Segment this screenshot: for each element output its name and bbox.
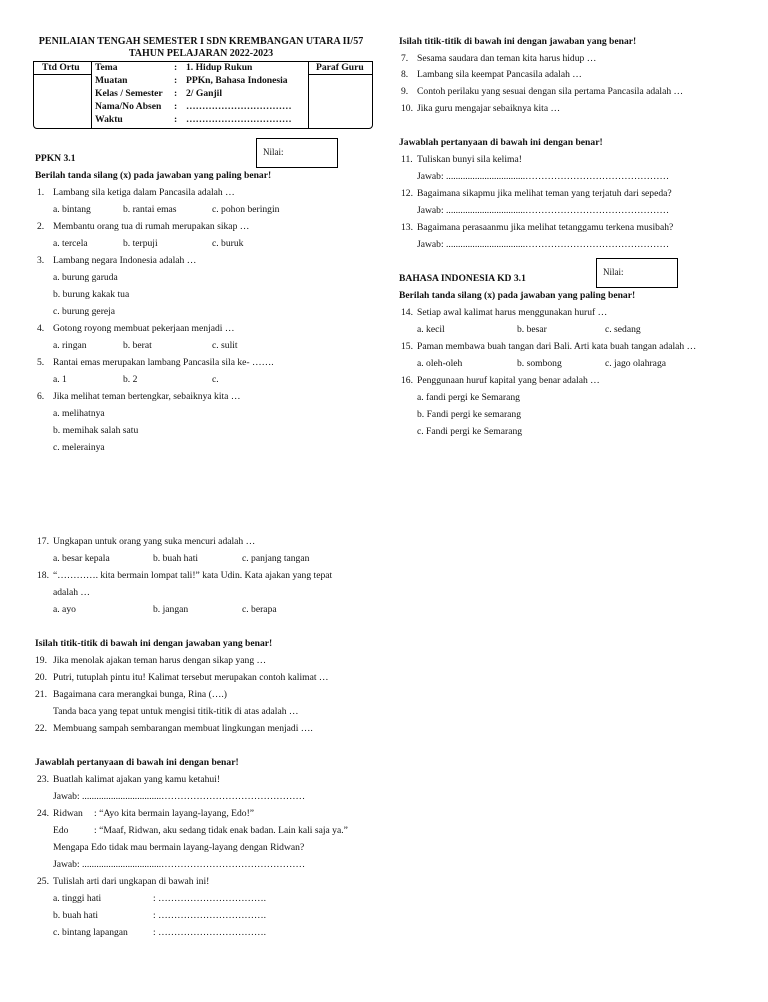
question-text: Tuliskan bunyi sila kelima! bbox=[417, 154, 522, 165]
option-b[interactable]: b. burung kakak tua bbox=[53, 289, 130, 300]
question-text: Putri, tutuplah pintu itu! Kalimat tersebut merupakan contoh kalimat … bbox=[53, 672, 329, 683]
option-c[interactable]: c. jago olahraga bbox=[605, 358, 666, 369]
question-text: Bagaimana cara merangkai bunga, Rina (….) bbox=[53, 689, 227, 700]
option-c[interactable]: c. sedang bbox=[605, 324, 641, 335]
nilai-label: Nilai: bbox=[603, 267, 624, 277]
ttd-ortu-label: Ttd Ortu bbox=[42, 62, 80, 73]
section-heading: PPKN 3.1 bbox=[35, 153, 76, 164]
question-number: 21. bbox=[35, 689, 47, 700]
option-b[interactable]: b. rantai emas bbox=[123, 204, 177, 215]
question-number: 9. bbox=[401, 86, 409, 97]
option-b[interactable]: b. terpuji bbox=[123, 238, 158, 249]
question-number: 23. bbox=[37, 774, 49, 785]
question-text: Ungkapan untuk orang yang suka mencuri adalah … bbox=[53, 536, 256, 547]
section-instruction: Isilah titik-titik di bawah ini dengan jawaban yang benar! bbox=[399, 36, 637, 47]
question-text: adalah … bbox=[53, 587, 91, 598]
option-a[interactable]: a. 1 bbox=[53, 374, 67, 385]
question-number: 2. bbox=[37, 221, 45, 232]
question-text: Jika guru mengajar sebaiknya kita … bbox=[417, 103, 561, 114]
page-subtitle: TAHUN PELAJARAN 2022-2023 bbox=[128, 48, 274, 59]
option-b[interactable]: b. Fandi pergi ke semarang bbox=[417, 409, 521, 420]
option-a[interactable]: a. ringan bbox=[53, 340, 87, 351]
question-text: Jika melihat teman bertengkar, sebaiknya kita … bbox=[53, 391, 241, 402]
question-number: 4. bbox=[37, 323, 45, 334]
question-number: 17. bbox=[37, 536, 49, 547]
table-divider bbox=[308, 74, 372, 75]
option-a[interactable]: a. burung garuda bbox=[53, 272, 118, 283]
question-number: 16. bbox=[401, 375, 413, 386]
option-a[interactable]: a. kecil bbox=[417, 324, 445, 335]
question-text: Rantai emas merupakan lambang Pancasila sila ke- ……. bbox=[53, 357, 274, 368]
field-label: Nama/No Absen bbox=[95, 101, 162, 112]
question-number: 25. bbox=[37, 876, 49, 887]
question-number: 1. bbox=[37, 187, 45, 198]
table-divider bbox=[34, 74, 91, 75]
question-number: 3. bbox=[37, 255, 45, 266]
option-b[interactable]: b. besar bbox=[517, 324, 547, 335]
answer-line[interactable]: Jawab: .................................……………………………………… bbox=[53, 791, 306, 802]
field-sep: : bbox=[174, 88, 178, 99]
section-instruction: Jawablah pertanyaan di bawah ini dengan benar! bbox=[35, 757, 239, 768]
field-sep: : bbox=[174, 75, 178, 86]
option-c[interactable]: c. buruk bbox=[212, 238, 244, 249]
question-number: 8. bbox=[401, 69, 409, 80]
page-title: PENILAIAN TENGAH SEMESTER I SDN KREMBANGAN UTARA II/57 bbox=[38, 36, 364, 47]
section-instruction: Berilah tanda silang (x) pada jawaban yang paling benar! bbox=[35, 170, 272, 181]
question-text: Setiap awal kalimat harus menggunakan huruf … bbox=[417, 307, 608, 318]
question-number: 5. bbox=[37, 357, 45, 368]
field-value: 1. Hidup Rukun bbox=[186, 62, 253, 73]
question-text: Sesama saudara dan teman kita harus hidup … bbox=[417, 53, 597, 64]
table-divider bbox=[308, 62, 309, 128]
question-number: 12. bbox=[401, 188, 413, 199]
option-c[interactable]: c. melerainya bbox=[53, 442, 105, 453]
question-number: 20. bbox=[35, 672, 47, 683]
question-text: Tanda baca yang tepat untuk mengisi titik-titik di atas adalah … bbox=[53, 706, 299, 717]
answer-line[interactable]: : ……………………………. bbox=[153, 893, 266, 904]
answer-line[interactable]: : ……………………………. bbox=[153, 910, 266, 921]
nilai-label: Nilai: bbox=[263, 147, 284, 157]
nilai-box[interactable] bbox=[596, 258, 678, 288]
identity-table bbox=[33, 61, 373, 129]
question-text: Bagaimana sikapmu jika melihat teman yang terjatuh dari sepeda? bbox=[417, 188, 672, 199]
option-b[interactable]: b. jangan bbox=[153, 604, 189, 615]
question-text: Mengapa Edo tidak mau bermain layang-layang dengan Ridwan? bbox=[53, 842, 305, 853]
question-number: 22. bbox=[35, 723, 47, 734]
question-text: Buatlah kalimat ajakan yang kamu ketahui! bbox=[53, 774, 221, 785]
question-number: 19. bbox=[35, 655, 47, 666]
section-heading: BAHASA INDONESIA KD 3.1 bbox=[399, 273, 526, 284]
option-a[interactable]: a. fandi pergi ke Semarang bbox=[417, 392, 520, 403]
field-label: Waktu bbox=[95, 114, 123, 125]
question-text: Gotong royong membuat pekerjaan menjadi … bbox=[53, 323, 235, 334]
option-a[interactable]: a. tercela bbox=[53, 238, 88, 249]
question-number: 14. bbox=[401, 307, 413, 318]
field-value: PPKn, Bahasa Indonesia bbox=[186, 75, 288, 86]
question-number: 18. bbox=[37, 570, 49, 581]
option-c[interactable]: c. pohon beringin bbox=[212, 204, 280, 215]
option-a[interactable]: a. ayo bbox=[53, 604, 76, 615]
question-text: Lambang negara Indonesia adalah … bbox=[53, 255, 197, 266]
section-instruction: Jawablah pertanyaan di bawah ini dengan benar! bbox=[399, 137, 603, 148]
question-text: Tulislah arti dari ungkapan di bawah ini! bbox=[53, 876, 210, 887]
question-text: Contoh perilaku yang sesuai dengan sila pertama Pancasila adalah … bbox=[417, 86, 684, 97]
field-sep: : bbox=[174, 114, 178, 125]
question-text: Membantu orang tua di rumah merupakan sikap … bbox=[53, 221, 250, 232]
field-sep: : bbox=[174, 62, 178, 73]
question-text: Penggunaan huruf kapital yang benar adalah … bbox=[417, 375, 600, 386]
dialog-speaker: Edo bbox=[53, 825, 69, 836]
option-a[interactable]: a. besar kepala bbox=[53, 553, 110, 564]
option-c[interactable]: c. burung gereja bbox=[53, 306, 116, 317]
option-c[interactable]: c. bbox=[212, 374, 219, 385]
idiom-label: a. tinggi hati bbox=[53, 893, 102, 904]
question-number: 15. bbox=[401, 341, 413, 352]
question-text: Lambang sila keempat Pancasila adalah … bbox=[417, 69, 582, 80]
idiom-label: c. bintang lapangan bbox=[53, 927, 128, 938]
question-number: 10. bbox=[401, 103, 413, 114]
field-sep: : bbox=[174, 101, 178, 112]
field-value: 2/ Ganjil bbox=[186, 88, 222, 99]
section-instruction: Berilah tanda silang (x) pada jawaban yang paling benar! bbox=[399, 290, 636, 301]
dialog-speaker: Ridwan bbox=[53, 808, 83, 819]
field-label: Muatan bbox=[95, 75, 128, 86]
question-text: “…………. kita bermain lompat tali!” kata Udin. Kata ajakan yang tepat bbox=[53, 570, 333, 581]
answer-line[interactable]: Jawab: .................................……………………………………… bbox=[417, 205, 670, 216]
option-b[interactable]: b. berat bbox=[123, 340, 152, 351]
option-c[interactable]: c. Fandi pergi ke Semarang bbox=[417, 426, 523, 437]
option-a[interactable]: a. oleh-oleh bbox=[417, 358, 463, 369]
answer-line[interactable]: Jawab: .................................……………………………………… bbox=[53, 859, 306, 870]
nilai-box[interactable] bbox=[256, 138, 338, 168]
option-c[interactable]: c. sulit bbox=[212, 340, 238, 351]
question-text: Membuang sampah sembarangan membuat lingkungan menjadi …. bbox=[53, 723, 313, 734]
question-number: 13. bbox=[401, 222, 413, 233]
option-a[interactable]: a. melihatnya bbox=[53, 408, 105, 419]
option-c[interactable]: c. berapa bbox=[242, 604, 277, 615]
field-label: Tema bbox=[95, 62, 118, 73]
answer-line[interactable]: Jawab: .................................……………………………………… bbox=[417, 239, 670, 250]
question-text: Jika menolak ajakan teman harus dengan sikap yang … bbox=[53, 655, 267, 666]
question-text: Lambang sila ketiga dalam Pancasila adalah … bbox=[53, 187, 235, 198]
question-text: Bagaimana perasaanmu jika melihat tetanggamu terkena musibah? bbox=[417, 222, 674, 233]
question-number: 24. bbox=[37, 808, 49, 819]
idiom-label: b. buah hati bbox=[53, 910, 99, 921]
section-instruction: Isilah titik-titik di bawah ini dengan jawaban yang benar! bbox=[35, 638, 273, 649]
question-number: 11. bbox=[401, 154, 413, 165]
answer-line[interactable]: : ……………………………. bbox=[153, 927, 266, 938]
option-c[interactable]: c. panjang tangan bbox=[242, 553, 310, 564]
question-number: 7. bbox=[401, 53, 409, 64]
name-input[interactable]: …………………………… bbox=[186, 101, 292, 112]
question-number: 6. bbox=[37, 391, 45, 402]
option-b[interactable]: b. memihak salah satu bbox=[53, 425, 139, 436]
option-a[interactable]: a. bintang bbox=[53, 204, 91, 215]
answer-line[interactable]: Jawab: .................................……………………………………… bbox=[417, 171, 670, 182]
dialog-line: : “Ayo kita bermain layang-layang, Edo!” bbox=[94, 808, 255, 819]
paraf-guru-label: Paraf Guru bbox=[316, 62, 364, 73]
option-b[interactable]: b. 2 bbox=[123, 374, 138, 385]
time-input[interactable]: …………………………… bbox=[186, 114, 292, 125]
option-b[interactable]: b. sombong bbox=[517, 358, 562, 369]
dialog-line: : “Maaf, Ridwan, aku sedang tidak enak badan. Lain kali saja ya.” bbox=[94, 825, 348, 836]
table-divider bbox=[91, 62, 92, 128]
field-label: Kelas / Semester bbox=[95, 88, 163, 99]
question-text: Paman membawa buah tangan dari Bali. Arti kata buah tangan adalah … bbox=[417, 341, 697, 352]
option-b[interactable]: b. buah hati bbox=[153, 553, 199, 564]
